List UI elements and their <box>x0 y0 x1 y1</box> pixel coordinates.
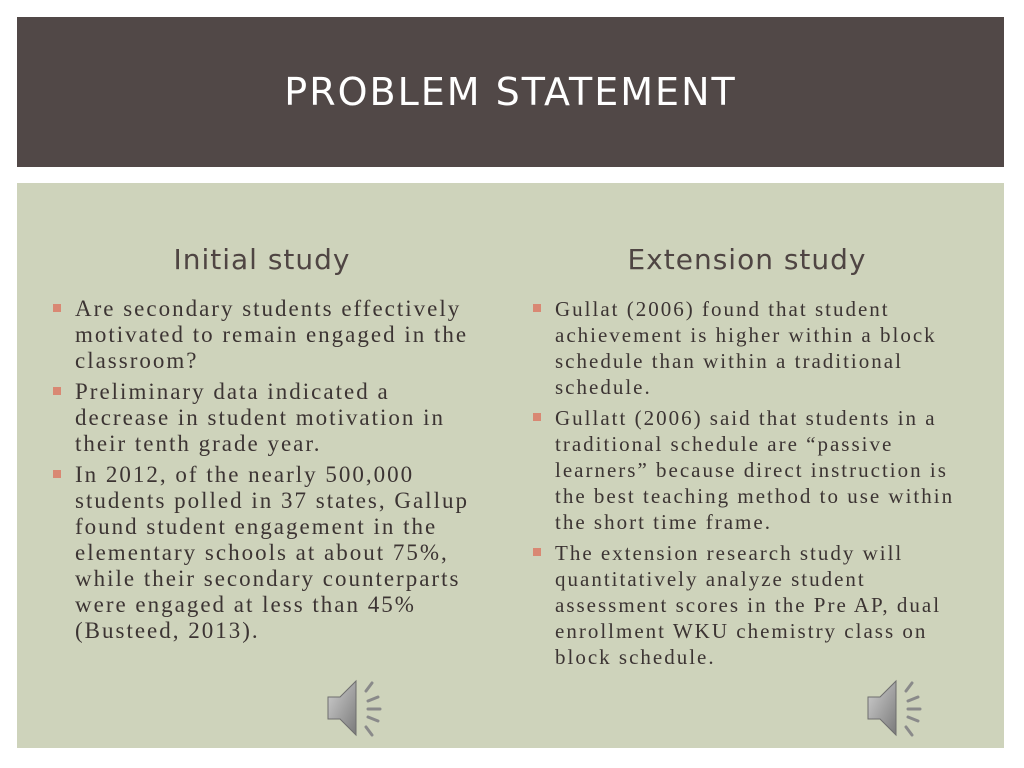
bullet-text: Preliminary data indicated a decrease in student motivation in their tenth grade year. <box>75 379 446 456</box>
bullet-text: Gullatt (2006) said that students in a traditional schedule are “passive learners” because direct instruction is the best teaching method to use within the short time frame. <box>555 406 955 534</box>
bullet-text: Are secondary students effectively motivated to remain engaged in the classroom? <box>75 296 469 373</box>
slide-title: PROBLEM STATEMENT <box>284 70 737 114</box>
title-band <box>17 17 1004 167</box>
list-item <box>47 296 477 374</box>
bullet-icon <box>533 304 541 312</box>
initial-study-list <box>47 296 477 644</box>
bullet-text: The extension research study will quantitatively analyze student assessment scores in the Pre AP, dual enrollment WKU chemistry class on block schedule. <box>555 541 942 669</box>
speaker-icon[interactable] <box>862 673 932 743</box>
bullet-icon <box>533 548 541 556</box>
list-item <box>527 296 967 400</box>
bullet-icon <box>53 304 61 312</box>
bullet-text: Gullat (2006) found that student achievement is higher within a block schedule than within a traditional schedule. <box>555 297 937 399</box>
list-item <box>527 540 967 670</box>
initial-study-column <box>47 183 477 649</box>
bullet-icon <box>53 387 61 395</box>
extension-study-column <box>527 183 967 675</box>
list-item <box>47 462 477 644</box>
bullet-icon <box>533 413 541 421</box>
bullet-icon <box>53 470 61 478</box>
initial-study-heading: Initial study <box>173 243 351 276</box>
extension-study-heading: Extension study <box>627 243 867 276</box>
list-item <box>527 405 967 535</box>
speaker-icon[interactable] <box>322 673 392 743</box>
bullet-text: In 2012, of the nearly 500,000 students polled in 37 states, Gallup found student engagement in the elementary schools at about 75%, while their secondary counterparts were engaged at less than 45% (Busteed, 2013). <box>75 462 469 643</box>
content-area <box>17 183 1004 748</box>
extension-study-list <box>527 296 967 670</box>
list-item <box>47 379 477 457</box>
